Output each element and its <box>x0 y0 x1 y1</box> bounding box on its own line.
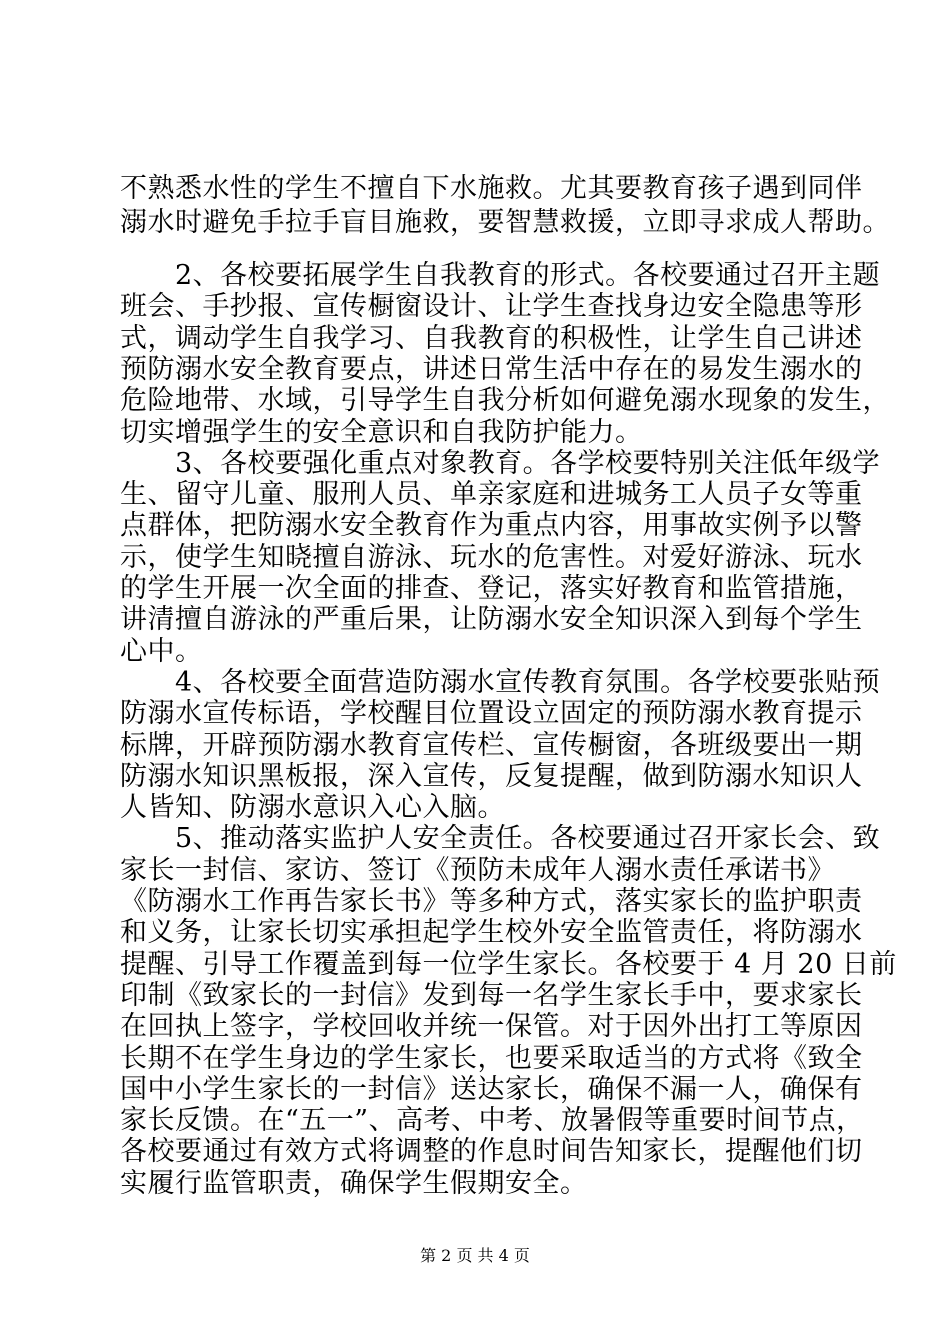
text-line: 生、留守儿童、服刑人员、单亲家庭和进城务工人员子女等重 <box>120 479 863 511</box>
text-line: 不熟悉水性的学生不擅自下水施救。尤其要教育孩子遇到同伴 <box>120 173 863 204</box>
text-line: 示，使学生知晓擅自游泳、玩水的危害性。对爱好游泳、玩水 <box>120 541 863 573</box>
text-line: 心中。 <box>120 635 203 667</box>
text-line: 点群体，把防溺水安全教育作为重点内容，用事故实例予以警 <box>120 510 863 542</box>
text-line: 讲清擅自游泳的严重后果，让防溺水安全知识深入到每个学生 <box>120 604 863 636</box>
text-line: 长期不在学生身边的学生家长，也要采取适当的方式将《致全 <box>120 1042 863 1074</box>
text-line: 实履行监管职责，确保学生假期安全。 <box>120 1167 588 1199</box>
text-line: 预防溺水安全教育要点，讲述日常生活中存在的易发生溺水的 <box>120 353 863 385</box>
text-line: 5、推动落实监护人安全责任。各校要通过召开家长会、致 <box>120 823 881 855</box>
page-footer: 第 2 页 共 4 页 <box>420 1246 530 1265</box>
text-line: 家长反馈。在“五一”、高考、中考、放暑假等重要时间节点， <box>120 1105 864 1137</box>
text-line: 国中小学生家长的一封信》送达家长，确保不漏一人，确保有 <box>120 1073 863 1105</box>
text-line: 4、各校要全面营造防溺水宣传教育氛围。各学校要张贴预 <box>120 666 881 698</box>
text-line: 班会、手抄报、宣传橱窗设计、让学生查找身边安全隐患等形 <box>120 291 863 323</box>
text-line: 的学生开展一次全面的排查、登记，落实好教育和监管措施， <box>120 573 863 604</box>
text-line: 2、各校要拓展学生自我教育的形式。各校要通过召开主题 <box>120 260 881 291</box>
text-line: 3、各校要强化重点对象教育。各学校要特别关注低年级学 <box>120 447 881 479</box>
text-line: 危险地带、水域，引导学生自我分析如何避免溺水现象的发生， <box>120 385 890 417</box>
text-line: 和义务，让家长切实承担起学生校外安全监管责任，将防溺水 <box>120 917 863 949</box>
text-line: 在回执上签字，学校回收并统一保管。对于因外出打工等原因 <box>120 1011 863 1043</box>
text-line: 切实增强学生的安全意识和自我防护能力。 <box>120 416 643 448</box>
text-line: 溺水时避免手拉手盲目施救，要智慧救援，立即寻求成人帮助。 <box>120 207 890 238</box>
text-line: 式，调动学生自我学习、自我教育的积极性，让学生自己讲述 <box>120 322 863 354</box>
text-line: 印制《致家长的一封信》发到每一名学生家长手中，要求家长 <box>120 979 863 1011</box>
text-line: 人皆知、防溺水意识入心入脑。 <box>120 792 505 824</box>
text-line: 各校要通过有效方式将调整的作息时间告知家长，提醒他们切 <box>120 1136 863 1168</box>
text-line: 家长一封信、家访、签订《预防未成年人溺水责任承诺书》 <box>120 854 835 886</box>
text-line: 标牌，开辟预防溺水教育宣传栏、宣传橱窗，各班级要出一期 <box>120 729 863 761</box>
text-line: 防溺水知识黑板报，深入宣传，反复提醒，做到防溺水知识人 <box>120 760 863 792</box>
text-line: 《防溺水工作再告家长书》等多种方式，落实家长的监护职责 <box>120 886 863 917</box>
text-line: 防溺水宣传标语，学校醒目位置设立固定的预防溺水教育提示 <box>120 698 863 730</box>
text-line: 提醒、引导工作覆盖到每一位学生家长。各校要于 4 月 20 日前 <box>120 948 897 980</box>
